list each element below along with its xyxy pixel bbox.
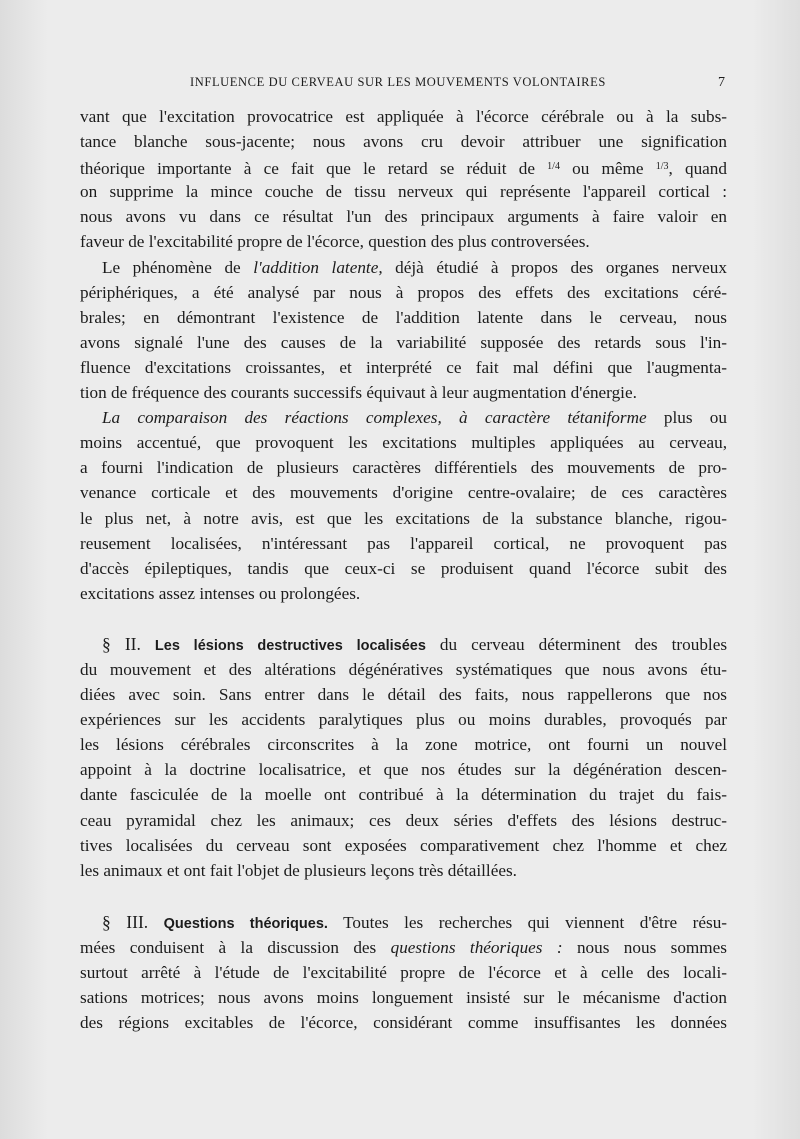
text-line: a fourni l'indication de plusieurs caractères différentiels des mouvements de pro- xyxy=(80,458,727,478)
running-head xyxy=(80,75,725,95)
text-line: fluence d'excitations croissantes, et interprété ce fait mal défini que l'augmenta- xyxy=(80,357,727,377)
text-line: excitations assez intenses ou prolongées. xyxy=(80,583,361,603)
text-line: ceau pyramidal chez les animaux; ces deux séries d'effets des lésions destruc- xyxy=(80,810,727,830)
text-line: tion de fréquence des courants successifs équivaut à leur augmentation d'énergie. xyxy=(80,383,637,403)
text-line: brales; en démontrant l'existence de l'addition latente dans le cerveau, nous xyxy=(80,307,727,327)
text-line: sations motrices; nous avons moins longuement insisté sur le mécanisme d'action xyxy=(80,988,727,1008)
running-title: INFLUENCE DU CERVEAU SUR LES MOUVEMENTS VOLONTAIRES xyxy=(190,75,606,89)
text-line: Le phénomène de l'addition latente, déjà étudié à propos des organes nerveux xyxy=(102,257,727,277)
text-line: appoint à la doctrine localisatrice, et que nos études sur la dégénération descen- xyxy=(80,760,727,780)
italic-term: questions théoriques : xyxy=(390,937,563,957)
text-line: surtout arrêté à l'étude de l'excitabilité propre de l'écorce et à celle des locali- xyxy=(80,963,727,982)
text-line: faveur de l'excitabilité propre de l'écorce, question des plus controversées. xyxy=(80,232,590,252)
text-line: les lésions cérébrales circonscrites à la zone motrice, ont fourni un nouvel xyxy=(80,735,727,755)
text-line: expériences sur les accidents paralytiques plus ou moins durables, provoqués par xyxy=(80,710,727,730)
text-line: nous avons vu dans ce résultat l'un des principaux arguments à faire valoir en xyxy=(80,207,727,227)
text-line: le plus net, à notre avis, est que les excitations de la substance blanche, rigou- xyxy=(80,508,727,528)
section-mark: § II. xyxy=(102,633,141,654)
section-2-first-line: § II. Les lésions destructives localisées du cerveau déterminent des troubles xyxy=(102,633,728,654)
text-line: vant que l'excitation provocatrice est appliquée à l'écorce cérébrale ou à la subs- xyxy=(80,107,727,126)
text-line: diées avec soin. Sans entrer dans le détail des faits, nous rappellerons que nos xyxy=(80,685,727,705)
fraction: 1/4 xyxy=(547,161,560,173)
section-spacer xyxy=(80,606,727,632)
section-spacer xyxy=(80,883,727,910)
page-number: 7 xyxy=(718,75,725,90)
text-line: du mouvement et des altérations dégénératives systématiques que nous avons étu- xyxy=(80,659,727,679)
text-line: venance corticale et des mouvements d'origine centre-ovalaire; de ces caractères xyxy=(80,483,727,503)
text-line: les animaux et ont fait l'objet de plusieurs leçons très détaillées. xyxy=(80,860,517,880)
section-3-first-line: § III. Questions théoriques. Toutes les recherches qui viennent d'être résu- xyxy=(102,911,728,932)
text-line: La comparaison des réactions complexes, à caractère tétaniforme plus ou xyxy=(102,408,727,428)
italic-term: l'addition latente, xyxy=(253,257,383,277)
text-line: tives localisées du cerveau sont exposées comparativement chez l'homme et chez xyxy=(80,835,727,855)
text-line: théorique importante à ce fait que le retard se réduit de $^{1/4}$ ou même $^{1/3}$, quand xyxy=(80,159,727,179)
fraction: 1/3 xyxy=(655,161,669,173)
text-line: moins accentué, que provoquent les excitations multiples appliquées au cerveau, xyxy=(80,433,727,453)
text-line: on supprime la mince couche de tissu nerveux qui représente l'appareil cortical : xyxy=(80,182,727,202)
text-line: reusement localisées, n'intéressant pas l'appareil cortical, ne provoquent pas xyxy=(80,533,727,553)
text-line: périphériques, a été analysé par nous à propos des effets des excitations céré- xyxy=(80,282,727,302)
italic-term: La comparaison des réactions complexes, à caractère tétaniforme xyxy=(102,408,647,428)
text-line: dante fasciculée de la moelle ont contribué à la détermination du trajet du fais- xyxy=(80,785,727,805)
text-line: des régions excitables de l'écorce, considérant comme insuffisantes les données xyxy=(80,1013,727,1033)
section-heading: Les lésions destructives localisées xyxy=(154,637,426,654)
body-text xyxy=(80,104,727,1035)
text-line: tance blanche sous-jacente; nous avons cru devoir attribuer une signification xyxy=(80,132,727,152)
section-heading: Questions théoriques. xyxy=(163,915,328,932)
text-line: mées conduisent à la discussion des questions théoriques : nous nous sommes xyxy=(80,937,727,957)
section-mark: § III. xyxy=(102,911,149,932)
text-line: avons signalé l'une des causes de la variabilité supposée des retards sous l'in- xyxy=(80,332,727,352)
text-line: d'accès épileptiques, tandis que ceux-ci se produisent quand l'écorce subit des xyxy=(80,558,727,578)
